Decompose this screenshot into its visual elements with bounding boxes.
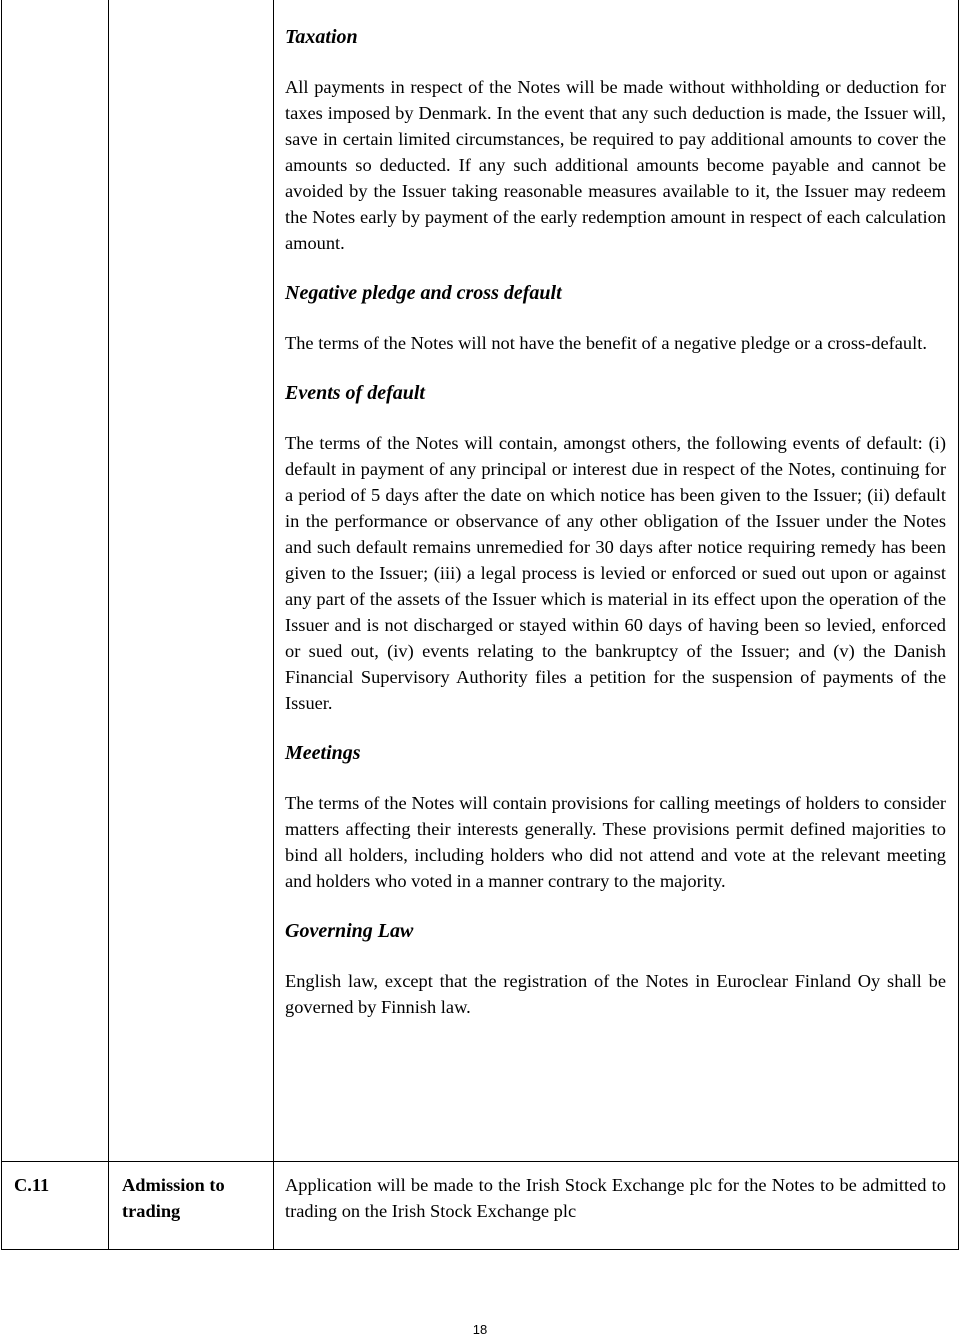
page-number: 18 bbox=[472, 1322, 488, 1337]
element-description-cell bbox=[285, 24, 946, 1044]
section-paragraph: The terms of the Notes will contain provisions for calling meetings of holders to consider matters affecting their interests generally. These provisions permit defined majorities to bind all holders, including holders who did not attend and vote at the relevant meeting and holders who voted in a manner contrary to the majority. bbox=[285, 793, 946, 891]
section-paragraph: The terms of the Notes will not have the benefit of a negative pledge or a cross-default. bbox=[285, 333, 927, 353]
element-title: Admission to trading bbox=[122, 1175, 225, 1221]
section-paragraph: All payments in respect of the Notes will be made without withholding or deduction for taxes imposed by Denmark. In the event that any such deduction is made, the Issuer will, save in certain limited circumstances, be required to pay additional amounts to cover the amounts so deducted. If any such additional amounts become payable and cannot be avoided by the Issuer taking reasonable measures available to it, the Issuer may redeem the Notes early by payment of the early redemption amount in respect of each calculation amount. bbox=[285, 77, 946, 253]
section-heading: Negative pledge and cross default bbox=[285, 282, 562, 304]
table-left-border bbox=[1, 0, 2, 1250]
table-column-divider-2 bbox=[273, 0, 274, 1250]
section-heading: Meetings bbox=[285, 742, 361, 764]
table-bottom-border bbox=[1, 1249, 959, 1250]
element-code: C.11 bbox=[14, 1175, 50, 1195]
table-row-divider bbox=[1, 1161, 959, 1162]
section-paragraph: The terms of the Notes will contain, amongst others, the following events of default: (i) default in payment of any principal or interest due in respect of the Notes, continuing for a period of 5 days after the date on which notice has been given to the Issuer; (ii) default in the performance or observance of any other obligation of the Issuer under the Notes and such default remains unremedied for 30 days after notice requiring remedy has been given to the Issuer; (iii) a legal process is levied or enforced or sued out upon or against any part of the assets of the Issuer which is material in its effect upon the operation of the Issuer and is not discharged or stayed within 60 days of having been so levied, enforced or sued out, (iv) events relating to the bankruptcy of the Issuer; and (v) the Danish Financial Supervisory Authority files a petition for the suspension of payments of the Issuer. bbox=[285, 433, 946, 713]
element-body: Application will be made to the Irish Stock Exchange plc for the Notes to be admitted to trading on the Irish Stock Exchange plc bbox=[285, 1175, 946, 1221]
table-column-divider-1 bbox=[108, 0, 109, 1250]
section-paragraph: English law, except that the registration of the Notes in Euroclear Finland Oy shall be governed by Finnish law. bbox=[285, 971, 946, 1017]
table-right-border bbox=[958, 0, 959, 1250]
section-heading: Governing Law bbox=[285, 920, 414, 942]
section-heading: Events of default bbox=[285, 382, 425, 404]
section-heading: Taxation bbox=[285, 26, 358, 48]
